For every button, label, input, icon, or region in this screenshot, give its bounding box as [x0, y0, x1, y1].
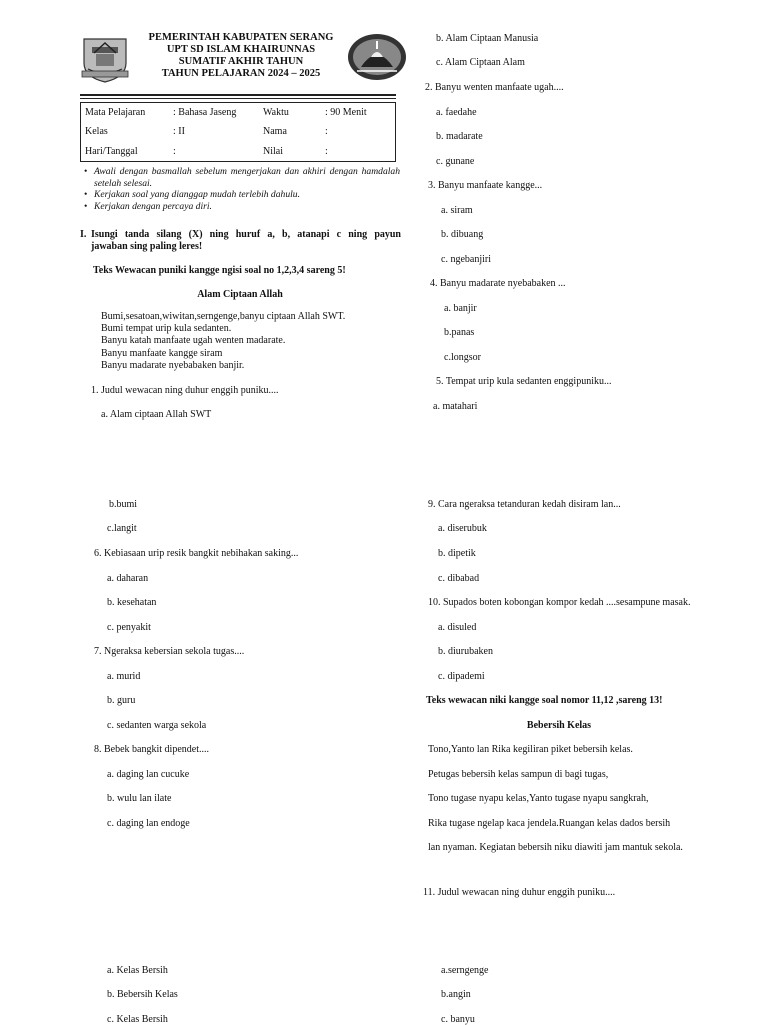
- passage-1-intro: Teks Wewacan puniki kangge ngisi soal no 1,2,3,4 sareng 5!: [93, 265, 346, 276]
- option-1c[interactable]: c. Alam Ciptaan Alam: [436, 57, 525, 68]
- header-line-4: TAHUN PELAJARAN 2024 – 2025: [161, 68, 321, 79]
- document-header: [130, 32, 352, 80]
- waktu-label: Waktu: [263, 107, 289, 119]
- passage-2-line: lan nyaman. Kegiatan bebersih niku diawiti jam mantuk sekola.: [428, 842, 683, 853]
- nama-label: Nama: [263, 126, 287, 138]
- passage-line: Banyu katah manfaate ugah wenten madarate.: [101, 335, 286, 347]
- passage-line: Banyu madarate nyebabaken banjir.: [101, 359, 245, 371]
- passage-2-line: Petugas bebersih kelas sampun di bagi tugas,: [428, 769, 609, 780]
- passage-line: Bumi tempat urip kula sedanten.: [101, 323, 232, 335]
- header-divider-thin: [80, 98, 396, 99]
- note-item: • Kerjakan soal yang dianggap mudah terlebih dahulu.: [84, 189, 400, 201]
- school-logo: [347, 33, 407, 81]
- option-right-c[interactable]: c. banyu: [441, 1014, 475, 1025]
- mapel-label: Mata Pelajaran: [85, 107, 146, 119]
- note-item: • Awali dengan basmallah sebelum mengerjakan dan akhiri dengan hamdalah setelah selesai.: [84, 166, 400, 189]
- regency-logo: [80, 33, 130, 83]
- nilai-value: :: [325, 145, 328, 157]
- mapel-value: : Bahasa Jaseng: [173, 107, 237, 119]
- passage-2-title: Bebersih Kelas: [526, 720, 592, 731]
- question-11: 11. Judul wewacan ning duhur enggih puniku....: [423, 887, 616, 898]
- option-2b[interactable]: b. madarate: [436, 131, 483, 142]
- section-instruction-line-2: jawaban sing paling leres!: [91, 241, 203, 252]
- passage-2-line: Rika tugase ngelap kaca jendela.Ruangan kelas dados bersih: [428, 818, 671, 829]
- passage-2-line: Tono,Yanto lan Rika kegiliran piket bebersih kelas.: [428, 744, 633, 755]
- option-6c[interactable]: c. penyakit: [107, 622, 151, 633]
- option-7a[interactable]: a. murid: [107, 671, 141, 682]
- question-3: 3. Banyu manfaate kangge...: [428, 180, 543, 191]
- header-line-3: SUMATIF AKHIR TAHUN: [178, 56, 304, 67]
- option-3a[interactable]: a. siram: [441, 205, 473, 216]
- option-11b[interactable]: b. Bebersih Kelas: [107, 989, 178, 1000]
- passage-2-line: Tono tugase nyapu kelas,Yanto tugase nyapu sangkrah,: [428, 793, 649, 804]
- question-6: 6. Kebiasaan urip resik bangkit nebihakan saking...: [94, 548, 299, 559]
- header-divider-thick: [80, 94, 396, 96]
- nilai-label: Nilai: [263, 145, 283, 157]
- question-10: 10. Supados boten kobongan kompor kedah ....sesampune masak.: [428, 597, 691, 608]
- waktu-value: : 90 Menit: [325, 107, 367, 119]
- hari-label: Hari/Tanggal: [85, 145, 138, 157]
- question-7: 7. Ngeraksa kebersian sekola tugas....: [94, 646, 245, 657]
- hari-value: :: [173, 145, 176, 157]
- passage-1-body: [101, 311, 345, 372]
- kelas-value: : II: [173, 126, 185, 138]
- option-6b[interactable]: b. kesehatan: [107, 597, 157, 608]
- option-7b[interactable]: b. guru: [107, 695, 136, 706]
- option-10b[interactable]: b. diurubaken: [438, 646, 493, 657]
- passage-1-title: Alam Ciptaan Allah: [197, 289, 283, 300]
- option-1b[interactable]: b. Alam Ciptaan Manusia: [436, 33, 539, 44]
- question-4: 4. Banyu madarate nyebabaken ...: [430, 278, 566, 289]
- option-5a[interactable]: a. matahari: [433, 401, 478, 412]
- option-3b[interactable]: b. dibuang: [441, 229, 484, 240]
- option-11c[interactable]: c. Kelas Bersih: [107, 1014, 168, 1025]
- option-5c[interactable]: c.langit: [107, 523, 137, 534]
- option-11a[interactable]: a. Kelas Bersih: [107, 965, 168, 976]
- question-1: 1. Judul wewacan ning duhur enggih puniku....: [91, 385, 279, 396]
- question-9: 9. Cara ngeraksa tetanduran kedah disiram lan...: [428, 499, 621, 510]
- question-2: 2. Banyu wenten manfaate ugah....: [425, 82, 564, 93]
- kelas-label: Kelas: [85, 126, 108, 138]
- instruction-notes: [84, 166, 400, 212]
- question-8: 8. Bebek bangkit dipendet....: [94, 744, 209, 755]
- option-8b[interactable]: b. wulu lan ilate: [107, 793, 172, 804]
- section-instruction-line-1: Isungi tanda silang (X) ning huruf a, b, atanapi c ning payun: [91, 229, 401, 240]
- section-instruction: [91, 229, 401, 253]
- option-2a[interactable]: a. faedahe: [436, 107, 477, 118]
- option-4b[interactable]: b.panas: [444, 327, 475, 338]
- option-4c[interactable]: c.longsor: [444, 352, 481, 363]
- option-3c[interactable]: c. ngebanjiri: [441, 254, 491, 265]
- student-info-table: [80, 102, 396, 162]
- option-right-b[interactable]: b.angin: [441, 989, 471, 1000]
- passage-line: Bumi,sesatoan,wiwitan,serngenge,banyu ciptaan Allah SWT.: [101, 311, 346, 322]
- option-9c[interactable]: c. dibabad: [438, 573, 480, 584]
- option-6a[interactable]: a. daharan: [107, 573, 149, 584]
- note-item: • Kerjakan dengan percaya diri.: [84, 201, 400, 213]
- header-line-1: PEMERINTAH KABUPATEN SERANG: [148, 32, 334, 43]
- regency-emblem-icon: [80, 33, 130, 83]
- option-10a[interactable]: a. disuled: [438, 622, 477, 633]
- option-9b[interactable]: b. dipetik: [438, 548, 476, 559]
- option-8c[interactable]: c. daging lan endoge: [107, 818, 190, 829]
- option-1a[interactable]: a. Alam ciptaan Allah SWT: [101, 409, 212, 420]
- question-5: 5. Tempat urip kula sedanten enggipuniku...: [436, 376, 612, 387]
- school-emblem-icon: [347, 33, 407, 81]
- option-8a[interactable]: a. daging lan cucuke: [107, 769, 190, 780]
- option-9a[interactable]: a. diserubuk: [438, 523, 487, 534]
- section-number: I.: [80, 229, 87, 240]
- option-2c[interactable]: c. gunane: [436, 156, 475, 167]
- option-4a[interactable]: a. banjir: [444, 303, 477, 314]
- passage-2-intro: Teks wewacan niki kangge soal nomor 11,12 ,sareng 13!: [426, 695, 663, 706]
- option-10c[interactable]: c. dipademi: [438, 671, 485, 682]
- option-right-a[interactable]: a.serngenge: [441, 965, 489, 976]
- nama-value: :: [325, 126, 328, 138]
- passage-line: Banyu manfaate kangge siram: [101, 347, 223, 359]
- header-line-2: UPT SD ISLAM KHAIRUNNAS: [166, 44, 316, 55]
- option-7c[interactable]: c. sedanten warga sekola: [107, 720, 207, 731]
- option-5b[interactable]: b.bumi: [109, 499, 138, 510]
